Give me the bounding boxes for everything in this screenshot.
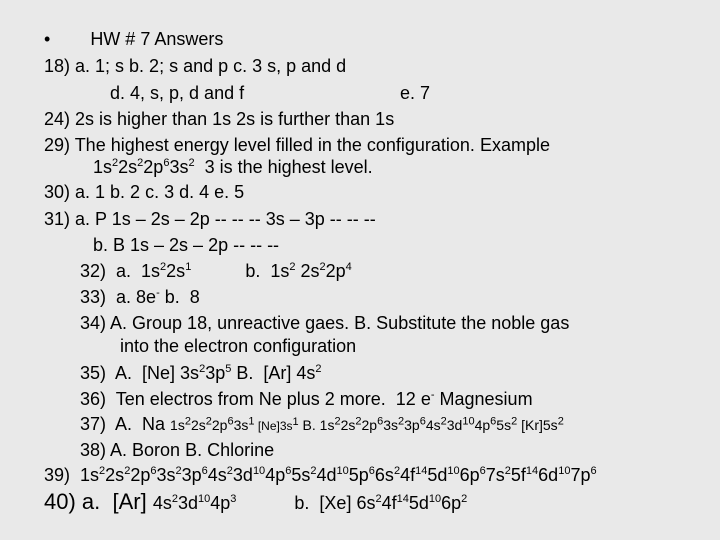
answer-18-e: e. 7: [400, 83, 431, 103]
answer-39: 39) $1s^22s^22p^63s^23p^64s^23d^{10}4p^65s^24d^{10}5p^66s^24f^{14}5d^{10}6p^67s^25f^{14}6d^{10}7p^6$: [44, 465, 597, 485]
answer-34: 34) A. Group 18, unreactive gaes. B. Substitute the noble gas: [80, 313, 570, 333]
answer-29-example: $1s^22s^22p^63s^2$ 3 is the highest level.: [93, 157, 373, 177]
title-line: [44, 30, 223, 48]
answer-37: 37) A. Na $1s^22s^22p^63s^1$ $[Ne]3s^1$ B. $1s^22s^22p^63s^23p^64s^23d^{10}4p^65s^2$ $[Kr]5s^2$: [80, 414, 564, 434]
answer-36: 36) Ten electros from Ne plus 2 more. 12 e- Magnesium: [80, 389, 533, 409]
answer-33: 33) a. 8e- b. 8: [80, 287, 200, 307]
answer-31-a: 31) a. P 1s – 2s – 2p -- -- -- 3s – 3p -- -- --: [44, 209, 376, 229]
answer-34-cont: into the electron configuration: [120, 336, 357, 356]
answer-29: 29) The highest energy level filled in the configuration. Example: [44, 135, 550, 155]
answer-38: 38) A. Boron B. Chlorine: [80, 440, 275, 460]
answer-35: 35) A. [Ne] $3s^23p^5$ B. [Ar] $4s^2$: [80, 363, 322, 383]
answer-18-d: d. 4, s, p, d and f: [110, 83, 245, 103]
answer-18: 18) a. 1; s b. 2; s and p c. 3 s, p and d: [44, 56, 347, 76]
answer-30: 30) a. 1 b. 2 c. 3 d. 4 e. 5: [44, 182, 245, 202]
page-title: HW # 7 Answers: [90, 29, 224, 49]
answer-24: 24) 2s is higher than 1s 2s is further than 1s: [44, 109, 395, 129]
answer-31-b: b. B 1s – 2s – 2p -- -- --: [93, 235, 280, 255]
answer-40: 40) a. [Ar] $4s^23d^{10}4p^3$ b. [Xe] $6s^24f^{14}5d^{10}6p^2$: [44, 489, 468, 514]
bullet: •: [44, 29, 51, 49]
answer-32: 32) a. $1s^22s^1$ b. $1s^2$ $2s^22p^4$: [80, 261, 352, 281]
